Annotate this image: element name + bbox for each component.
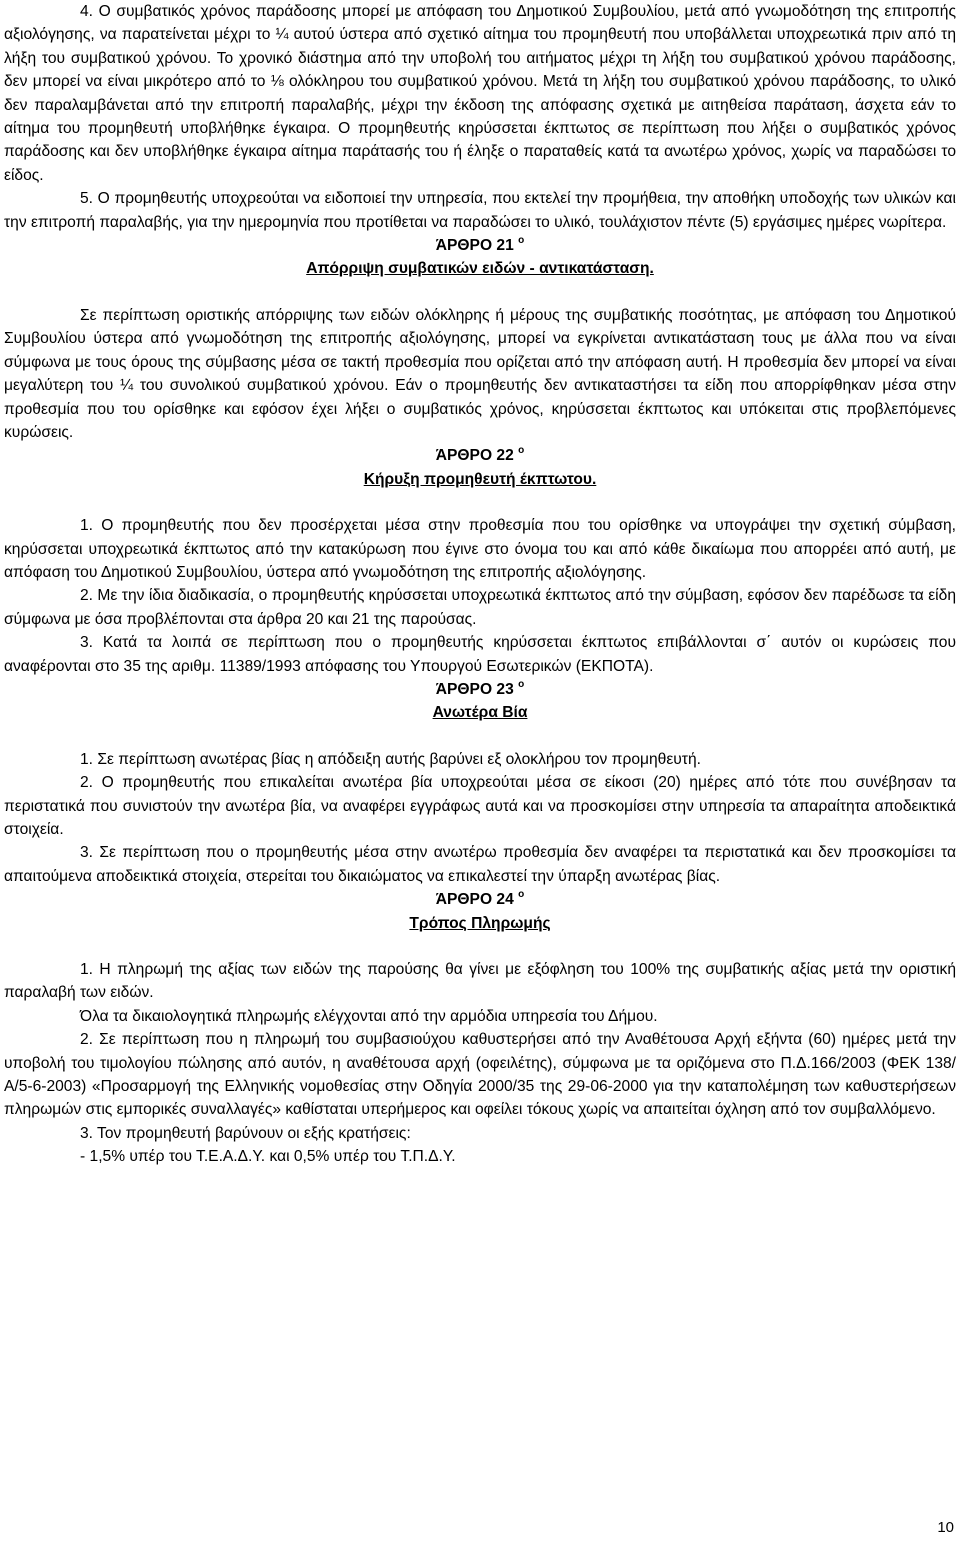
article-21-body: Σε περίπτωση οριστικής απόρριψης των ειδών ολόκληρης ή μέρους της συμβατικής ποσότητας, με απόφαση του Δημοτικού Συμβουλίου ύστερα από γνωμοδότηση της επιτροπής αξιολόγησης, μπορεί να εγκρίνεται αντικατάσταση τους με άλλα που να είναι σύμφωνα με τους όρους της σύμβασης μέσα σε τακτή προθεσμία που ορίζεται από την απόφαση αυτή. Η προθεσμία δεν μπορεί να είναι μεγαλύτερη του ¼ του συνολικού συμβατικού χρόνου. Εάν ο προμηθευτής δεν αντικαταστήσει τα είδη που απορρίφθηκαν μέσα στην προθεσμία που του ορίσθηκε και εφόσον έχει λήξει ο συμβατικός χρόνος, κηρύσσεται έκπτωτος και υπόκειται στις προβλεπόμενες κυρώσεις.: [4, 306, 956, 441]
article-24-para-2: 2. Σε περίπτωση που η πληρωμή του συμβασιούχου καθυστερήσει από την Αναθέτουσα Αρχή εξήντα (60) ημέρες μετά την υποβολή του τιμολογίου πώλησης από αυτόν, η αναθέτουσα αρχή (οφειλέτης), σύμφωνα με τα οριζόμενα στο Π.Δ.166/2003 (ΦΕΚ 138/Α/5-6-2003) «Προσαρμογή της Ελληνικής νομοθεσίας στην Οδηγία 2000/35 της 29-06-2000 για την καταπολέμηση των καθυστερήσεων πληρωμών στις εμπορικές συναλλαγές» καθίσταται υπερήμερος και οφείλει τόκους χωρίς να απαιτείται όχληση από τον συμβαλλόμενο.: [4, 1031, 956, 1119]
article-23-para-2: 2. Ο προμηθευτής που επικαλείται ανωτέρα βία υποχρεούται μέσα σε είκοσι (20) ημέρες από τότε που συνέβησαν τα περιστατικά που συνιστούν την ανωτέρα βία, να αναφέρει εγγράφως αυτά και να προσκομίσει στην υπηρεσία τα απαραίτητα αποδεικτικά στοιχεία.: [4, 774, 956, 838]
article-23-para-1: 1. Σε περίπτωση ανωτέρας βίας η απόδειξη αυτής βαρύνει εξ ολοκλήρου τον προμηθευτή.: [80, 750, 701, 768]
paragraph-4: 4. Ο συμβατικός χρόνος παράδοσης μπορεί με απόφαση του Δημοτικού Συμβουλίου, μετά από γνωμοδότηση της επιτροπής αξιολόγησης, να παρατείνεται μέχρι το ¼ αυτού ύστερα από σχετικό αίτημα του προμηθευτή που υποβάλλεται υποχρεωτικά πριν από τη λήξη του συμβατικού χρόνου. Το χρονικό διάστημα από την υποβολή του αιτήματος μέχρι τη λήξη του συμβατικού χρόνου παράδοσης, δεν μπορεί να είναι μικρότερο από το ⅛ ολόκληρου του συμβατικού χρόνου. Μετά τη λήξη του συμβατικού χρόνου παράδοσης, το υλικό δεν παραλαμβάνεται από την επιτροπή παραλαβής, μέχρι την έκδοση της απόφασης σχετικά με αιτηθείσα παράταση, άσχετα εάν το αίτημα του προμηθευτή υποβλήθηκε έγκαιρα. Ο προμηθευτής κηρύσσεται έκπτωτος σε περίπτωση που λήξει ο συμβατικός χρόνος παράδοσης και δεν υποβλήθηκε έγκαιρα αίτημα παράτασής του ή έληξε ο παραταθείς κατά τα ανωτέρω χρόνος, χωρίς να παραδώσει το είδος.: [4, 3, 956, 184]
article-24-para-1b: Όλα τα δικαιολογητικά πληρωμής ελέγχονται από την αρμόδια υπηρεσία του Δήμου.: [80, 1007, 658, 1025]
article-23-title: Ανωτέρα Βία: [432, 704, 528, 722]
article-22-para-2: 2. Με την ίδια διαδικασία, ο προμηθευτής κηρύσσεται υποχρεωτικά έκπτωτος από την σύμβαση, εφόσον δεν παρέδωσε τα είδη σύμφωνα με όσα προβλέπονται στα άρθρα 20 και 21 της παρούσας.: [4, 587, 956, 628]
article-24-title: Τρόπος Πληρωμής: [409, 914, 551, 932]
article-24-para-3a: - 1,5% υπέρ του Τ.Ε.Α.Δ.Υ. και 0,5% υπέρ του Τ.Π.Δ.Υ.: [80, 1148, 456, 1166]
page-number: 10: [937, 1519, 954, 1536]
article-22-para-1: 1. Ο προμηθευτής που δεν προσέρχεται μέσα στην προθεσμία που του ορίσθηκε να υπογράψει την σχετική σύμβαση, κηρύσσεται υποχρεωτικά έκπτωτος από την κατακύρωση που έγινε στο όνομα του και από κάθε δικαίωμα που απορρέει από αυτή, με απόφαση του Δημοτικού Συμβουλίου, ύστερα από γνωμοδότηση της επιτροπής αξιολόγησης.: [4, 517, 956, 581]
article-24-para-3: 3. Τον προμηθευτή βαρύνουν οι εξής κρατήσεις:: [80, 1124, 411, 1142]
article-23-para-3: 3. Σε περίπτωση που ο προμηθευτής μέσα στην ανωτέρω προθεσμία δεν αναφέρει τα περιστατικά και δεν προσκομίσει τα απαιτούμενα αποδεικτικά στοιχεία, στερείται του δικαιώματος να επικαλεστεί την ύπαρξη ανωτέρας βίας.: [4, 844, 956, 885]
article-21-title: Απόρριψη συμβατικών ειδών - αντικατάσταση.: [306, 260, 654, 278]
article-21-heading: ΆΡΘΡΟ 21 $^o$: [435, 235, 525, 255]
article-22-heading: ΆΡΘΡΟ 22 $^o$: [435, 445, 525, 465]
article-22-title: Κήρυξη προμηθευτή έκπτωτου.: [363, 470, 597, 488]
article-22-para-3: 3. Κατά τα λοιπά σε περίπτωση που ο προμηθευτής κηρύσσεται έκπτωτος επιβάλλονται σ΄ αυτόν οι κυρώσεις που αναφέρονται στο 35 της αριθμ. 11389/1993 απόφασης του Υπουργού Εσωτερικών (ΕΚΠΟΤΑ).: [4, 634, 956, 675]
article-24-heading: ΆΡΘΡΟ 24 $^o$: [435, 889, 525, 909]
paragraph-5: 5. Ο προμηθευτής υποχρεούται να ειδοποιεί την υπηρεσία, που εκτελεί την προμήθεια, την αποθήκη υποδοχής των υλικών και την επιτροπή παραλαβής, για την ημερομηνία που προτίθεται να παραδώσει το υλικό, τουλάχιστον πέντε (5) εργάσιμες ημέρες νωρίτερα.: [4, 190, 956, 231]
article-24-para-1: 1. Η πληρωμή της αξίας των ειδών της παρούσης θα γίνει με εξόφληση του 100% της συμβατικής αξίας μετά την οριστική παραλαβή των ειδών.: [4, 961, 956, 1002]
article-23-heading: ΆΡΘΡΟ 23 $^o$: [435, 678, 525, 698]
